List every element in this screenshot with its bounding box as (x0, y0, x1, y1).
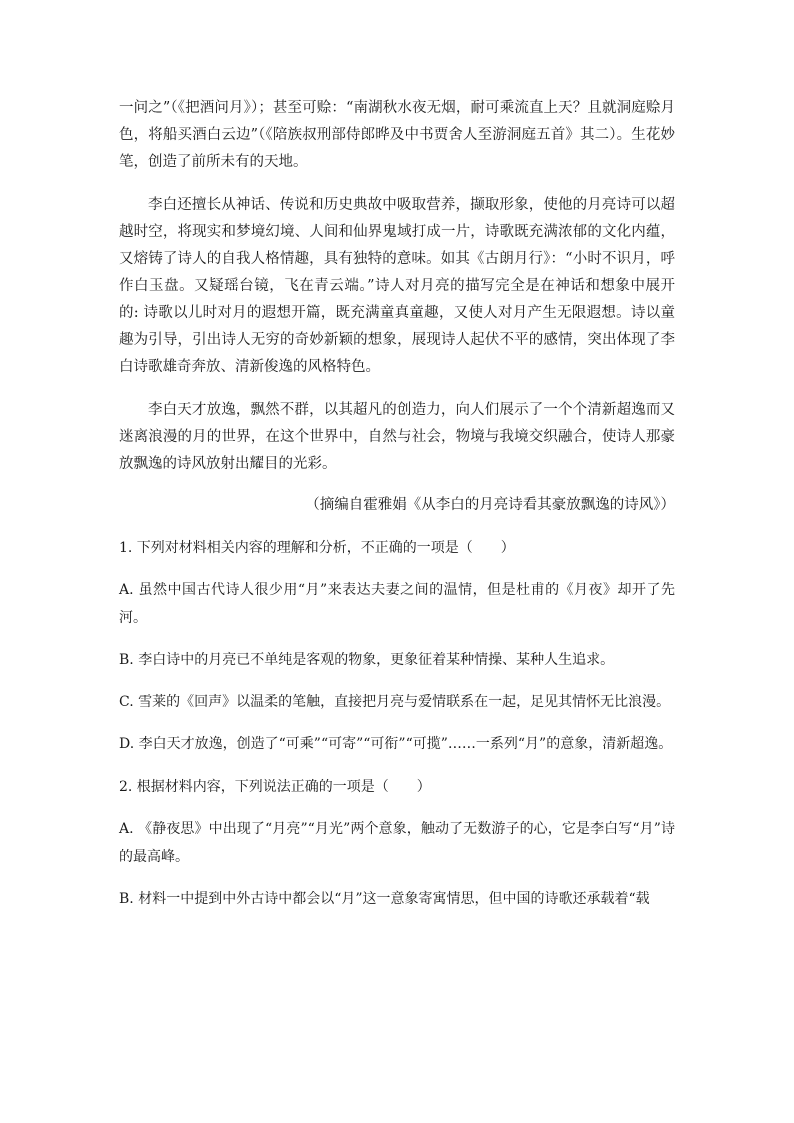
passage-paragraph-2: 李白还擅长从神话、传说和历史典故中吸取营养，撷取形象，使他的月亮诗可以超越时空，将现实和梦境幻境、人间和仙界鬼域打成一片，诗歌既充满浓郁的文化内蕴，又熔铸了诗人的自我人格情趣，具有独特的意味。如其《古朗月行》：“小时不识月，呼作白玉盘。又疑瑶台镜，飞在青云端。”诗人对月亮的描写完全是在神话和想象中展开的: 诗歌以儿时对月的遐想开篇，既充满童真童趣，又使人对月产生无限遐想。诗以童趣为引导，引出诗人无穷的奇妙新颖的想象，展现诗人起伏不平的感情，突出体现了李白诗歌雄奇奔放、清新俊逸的风格特色。 (119, 197, 675, 375)
passage-paragraph-1: 一问之”（《把酒问月》）；甚至可赊：“南湖秋水夜无烟，耐可乘流直上天？且就洞庭赊月色，将船买酒白云边”（《陪族叔刑部侍郎晔及中书贾舍人至游洞庭五首》其二）。生花妙笔，创造了前所未有的天地。 (119, 100, 675, 170)
question-1-option-c: C. 雪莱的《回声》以温柔的笔触，直接把月亮与爱情联系在一起，足见其情怀无比浪漫。 (119, 694, 671, 710)
question-2-option-b: B. 材料一中提到中外古诗中都会以“月”这一意象寄寓情思，但中国的诗歌还承载着“载 (119, 891, 650, 907)
question-1-option-a: A. 虽然中国古代诗人很少用“月”来表达夫妻之间的温情，但是杜甫的《月夜》却开了先河。 (119, 582, 675, 626)
question-2-option-a: A. 《静夜思》中出现了“月亮”“月光”两个意象，触动了无数游子的心，它是李白写“月”诗的最高峰。 (119, 821, 675, 865)
passage-paragraph-3: 李白天才放逸，飘然不群，以其超凡的创造力，向人们展示了一个个清新超逸而又迷离浪漫的月的世界，在这个世界中，自然与社会，物境与我境交织融合，使诗人那豪放飘逸的诗风放射出耀目的光彩。 (119, 402, 675, 472)
document-page (119, 95, 675, 913)
passage-source: （摘编自霍雅娟《从李白的月亮诗看其豪放飘逸的诗风》） (305, 497, 675, 513)
question-2-stem: 2. 根据材料内容，下列说法正确的一项是（ ） (119, 779, 431, 795)
question-1-stem: 1. 下列对材料相关内容的理解和分析，不正确的一项是（ ） (119, 540, 515, 556)
question-1-option-d: D. 李白天才放逸，创造了“可乘”“可寄”“可衔”“可揽”……一系列“月”的意象，清新超逸。 (119, 736, 673, 752)
question-1-option-b: B. 李白诗中的月亮已不单纯是客观的物象，更象征着某种情操、某种人生追求。 (119, 652, 615, 668)
